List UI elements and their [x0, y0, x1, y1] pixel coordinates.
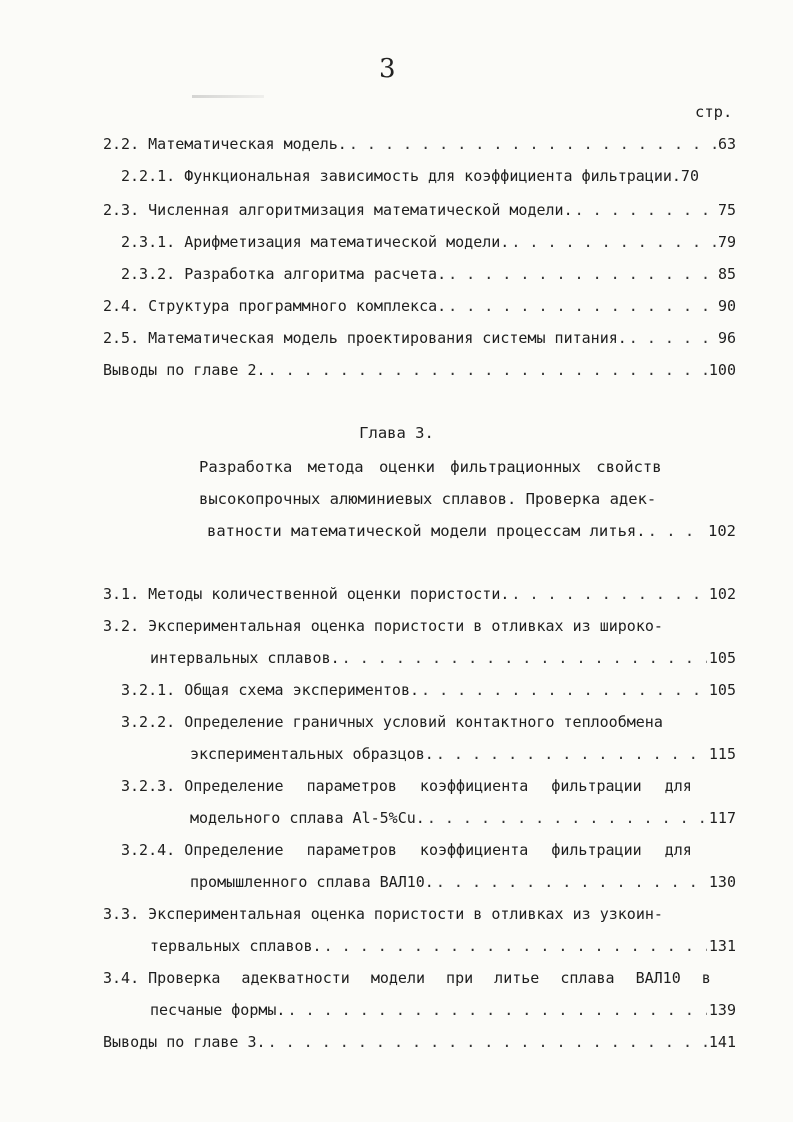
toc-page: 139 [708, 1001, 736, 1019]
toc-number: 3.2. [103, 617, 140, 635]
toc-number: 2.5. [103, 329, 140, 347]
toc-entry [121, 264, 736, 284]
toc-title: Выводы по главе 3. [103, 1033, 266, 1051]
toc-title: Проверка адекватности модели при литье сплава ВАЛ10 в [148, 969, 711, 987]
toc-entry [103, 360, 736, 380]
toc-entry-continuation [150, 648, 736, 668]
dot-leader [511, 584, 707, 604]
toc-title: Определение параметров коэффициента фильтрации для [184, 777, 692, 795]
toc-entry [121, 232, 736, 252]
toc-entry [103, 968, 736, 988]
toc-page: 63 [717, 135, 736, 153]
toc-title: тервальных сплавов. [150, 937, 322, 955]
toc-page: 79 [717, 233, 736, 251]
dot-leader [268, 1032, 707, 1052]
dot-leader [287, 1000, 706, 1020]
dot-leader [448, 296, 716, 316]
toc-title: Общая схема экспериментов. [184, 681, 420, 699]
dot-leader [268, 360, 707, 380]
scan-smudge [192, 95, 264, 98]
toc-title: интервальных сплавов. [150, 649, 340, 667]
page-number: 3 [379, 54, 396, 84]
toc-title: ватности математической модели процессам литья. [207, 522, 646, 540]
toc-entry-continuation [150, 936, 736, 956]
toc-page: 70 [680, 167, 699, 185]
toc-entry [103, 1032, 736, 1052]
chapter-title-line [199, 457, 669, 477]
toc-entry [103, 134, 736, 154]
toc-number: 3.2.4. [121, 841, 176, 859]
dot-leader [648, 521, 706, 541]
toc-entry [121, 712, 736, 732]
toc-title: Функциональная зависимость для коэффициента фильтрации. [184, 167, 681, 185]
toc-title: экспериментальных образцов. [190, 745, 434, 763]
toc-page: 90 [717, 297, 736, 315]
dot-leader [575, 200, 716, 220]
toc-title: Разработка алгоритма расчета. [184, 265, 447, 283]
toc-entry-continuation [190, 808, 736, 828]
toc-title: Определение граничных условий контактного теплообмена [184, 713, 663, 731]
toc-entry [121, 166, 736, 186]
toc-number: 3.2.2. [121, 713, 176, 731]
toc-page: 100 [708, 361, 736, 379]
toc-entry [121, 840, 736, 860]
toc-title: Математическая модель проектирования системы питания. [148, 329, 627, 347]
toc-title: Определение параметров коэффициента фильтрации для [184, 841, 692, 859]
toc-number: 3.4. [103, 969, 140, 987]
dot-leader [511, 232, 716, 252]
toc-page: 141 [708, 1033, 736, 1051]
toc-entry [121, 680, 736, 700]
toc-page: 131 [708, 937, 736, 955]
toc-page: 96 [717, 329, 736, 347]
toc-page: 130 [708, 873, 736, 891]
toc-page: 102 [708, 522, 736, 540]
toc-number: 2.4. [103, 297, 140, 315]
toc-page: 115 [708, 745, 736, 763]
toc-number: 2.2. [103, 135, 140, 153]
toc-number: 3.2.1. [121, 681, 176, 699]
chapter-title-text: Разработка метода оценки фильтрационных свойств [199, 458, 662, 476]
toc-title: Математическая модель. [148, 135, 347, 153]
toc-entry [103, 904, 736, 924]
toc-number: 3.2.3. [121, 777, 176, 795]
chapter-title-line: высокопрочных алюминиевых сплавов. Проверка адек- [199, 490, 657, 508]
dot-leader [427, 808, 707, 828]
toc-title: Численная алгоритмизация математической модели. [148, 201, 573, 219]
toc-page: 117 [708, 809, 736, 827]
toc-entry-continuation [190, 872, 736, 892]
toc-number: 2.3.2. [121, 265, 176, 283]
toc-number: 3.3. [103, 905, 140, 923]
toc-title: Методы количественной оценки пористости. [148, 585, 510, 603]
toc-title: Выводы по главе 2. [103, 361, 266, 379]
toc-entry [103, 200, 736, 220]
dot-leader [436, 744, 707, 764]
toc-page: 105 [708, 681, 736, 699]
dot-leader [436, 872, 707, 892]
toc-number: 2.3. [103, 201, 140, 219]
dot-leader [421, 680, 707, 700]
toc-title: Арифметизация математической модели. [184, 233, 510, 251]
dot-leader [629, 328, 716, 348]
toc-entry [103, 296, 736, 316]
dot-leader [342, 648, 707, 668]
toc-entry [121, 776, 736, 796]
toc-number: 2.3.1. [121, 233, 176, 251]
dot-leader [324, 936, 707, 956]
toc-entry [103, 584, 736, 604]
chapter-heading: Глава 3. [359, 424, 434, 442]
toc-title: Экспериментальная оценка пористости в отливках из узкоин- [148, 905, 663, 923]
toc-entry-continuation [150, 1000, 736, 1020]
toc-title: модельного сплава Al-5%Cu. [190, 809, 425, 827]
page-column-label: стр. [695, 103, 733, 121]
dot-leader [349, 134, 716, 154]
toc-page: 85 [717, 265, 736, 283]
toc-page: 102 [708, 585, 736, 603]
toc-page: 105 [708, 649, 736, 667]
toc-entry [103, 328, 736, 348]
toc-entry-continuation [190, 744, 736, 764]
toc-title: Структура программного комплекса. [148, 297, 447, 315]
toc-title: Экспериментальная оценка пористости в отливках из широко- [148, 617, 663, 635]
toc-number: 2.2.1. [121, 167, 176, 185]
toc-title: песчаные формы. [150, 1001, 286, 1019]
toc-number: 3.1. [103, 585, 140, 603]
toc-page: 75 [717, 201, 736, 219]
dot-leader [448, 264, 716, 284]
toc-title: промышленного сплава ВАЛ10. [190, 873, 434, 891]
toc-entry [103, 616, 736, 636]
toc-entry [207, 521, 736, 541]
